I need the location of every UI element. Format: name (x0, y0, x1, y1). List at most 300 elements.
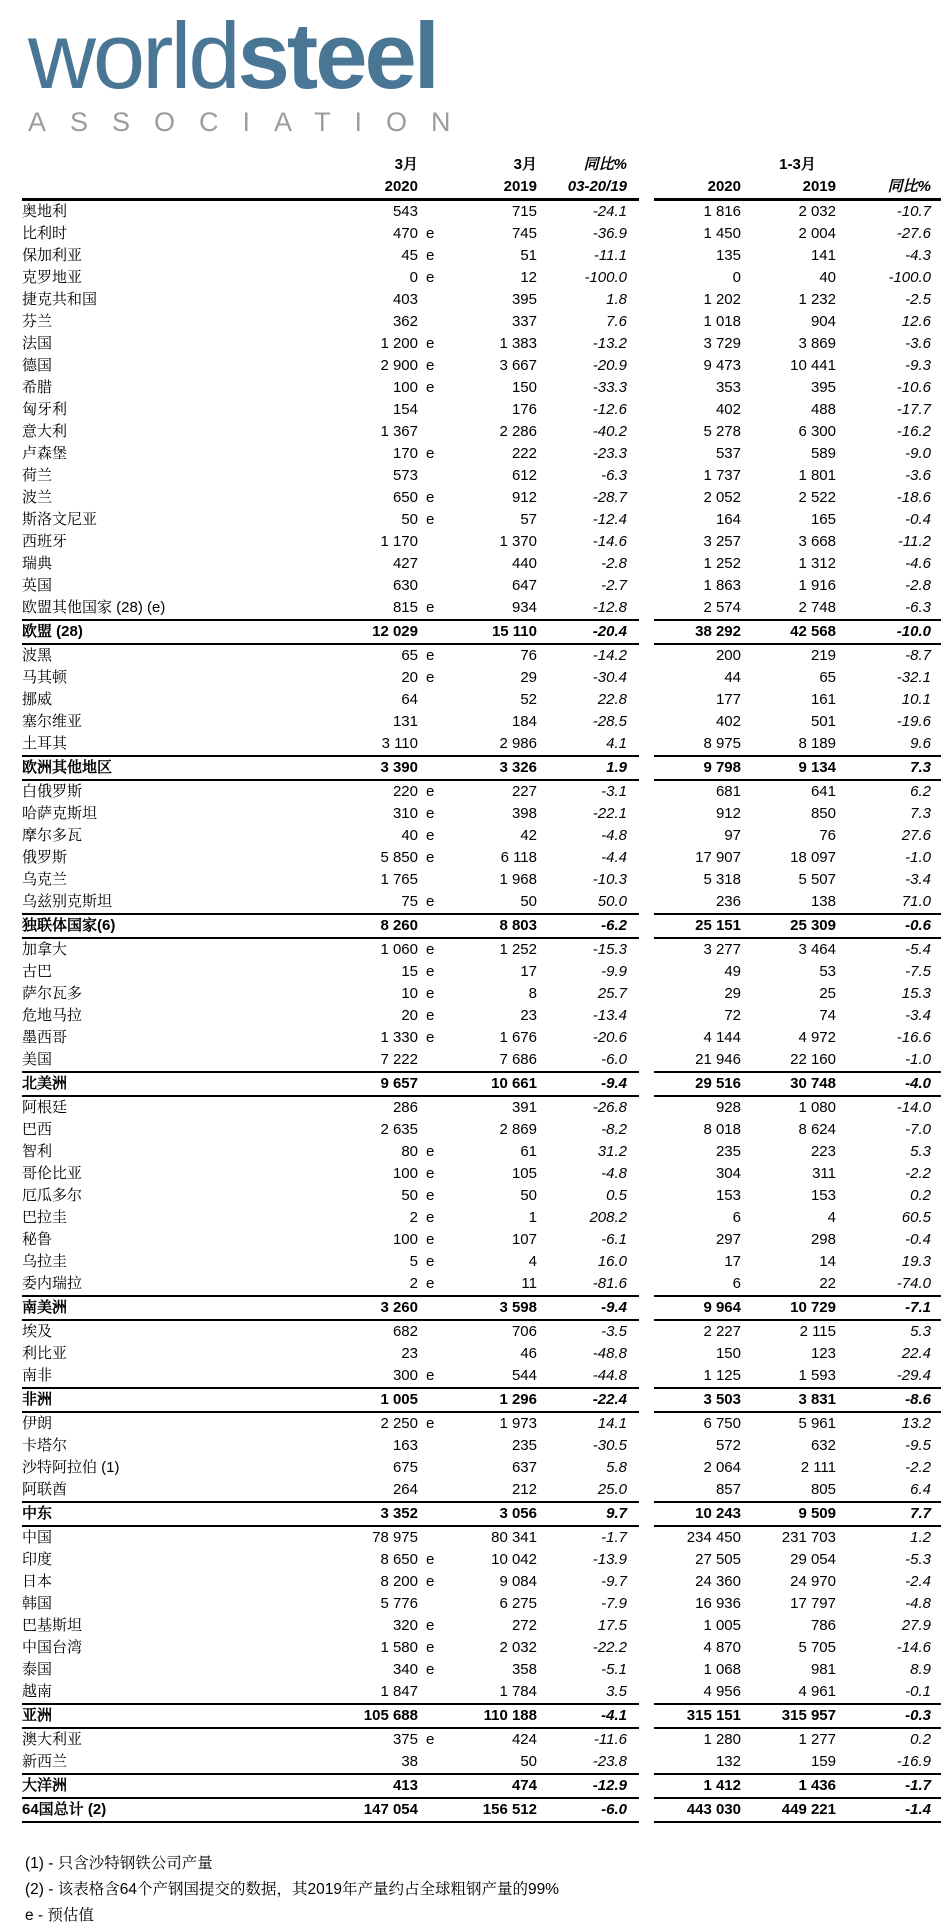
month-2020-cell: 100 (392, 1231, 418, 1249)
month-2019-cell: 637 (511, 1459, 537, 1477)
gap-cell (639, 1549, 654, 1571)
month-2019-cell: 29 (520, 669, 537, 687)
month-2020-cell: 75 (401, 893, 418, 911)
estimate-flag-cell: e (426, 1275, 435, 1293)
ytd-2020-cell: 135 (715, 247, 741, 265)
month-2020-cell: 5 (409, 1253, 418, 1271)
month-yoy-cell: -4.4 (601, 849, 627, 867)
country-cell: 伊朗 (22, 1415, 53, 1433)
country-row (22, 1681, 941, 1704)
month-2020-cell: 220 (392, 783, 418, 801)
country-cell: 西班牙 (22, 533, 68, 551)
month-2019-cell: 76 (520, 647, 537, 665)
month-2020-cell: 78 975 (372, 1529, 418, 1547)
month-2020-cell: 1 060 (380, 941, 418, 959)
estimate-flag-cell: e (426, 1187, 435, 1205)
ytd-yoy-cell: 0.2 (910, 1731, 931, 1749)
estimate-flag-cell (418, 575, 444, 597)
month-yoy-cell: -30.5 (592, 1437, 627, 1455)
country-row (22, 780, 941, 803)
month-yoy-cell: -14.6 (592, 533, 627, 551)
month-yoy-cell: 17.5 (597, 1617, 627, 1635)
month-2020-cell: 2 635 (380, 1121, 418, 1139)
country-row (22, 1163, 941, 1185)
ytd-2019-cell: 219 (810, 647, 836, 665)
month-yoy-cell: -3.1 (601, 783, 627, 801)
ytd-2020-cell: 150 (715, 1345, 741, 1363)
month-yoy-cell: -9.4 (537, 1296, 639, 1320)
month-2019-cell: 3 326 (444, 756, 537, 780)
ytd-2019-cell: 10 441 (790, 357, 836, 375)
month-2019-cell: 715 (511, 203, 537, 221)
ytd-yoy-cell: -14.0 (896, 1099, 931, 1117)
estimate-flag-cell: e (426, 1551, 435, 1569)
month-2019-cell: 176 (511, 401, 537, 419)
estimate-flag-cell: e (426, 379, 435, 397)
estimate-flag-cell (418, 399, 444, 421)
country-cell: 巴拉圭 (22, 1209, 68, 1227)
gap-cell (639, 914, 654, 938)
country-row (22, 575, 941, 597)
country-row (22, 509, 941, 531)
ytd-yoy-cell: -9.3 (905, 357, 931, 375)
month-2020-cell: 3 110 (381, 735, 418, 753)
gap-cell (639, 1681, 654, 1704)
country-row (22, 1659, 941, 1681)
month-2019-cell: 440 (511, 555, 537, 573)
ytd-2020-cell: 97 (724, 827, 741, 845)
country-row (22, 223, 941, 245)
ytd-2019-cell: 632 (810, 1437, 836, 1455)
country-row (22, 1365, 941, 1388)
month-yoy-cell: -22.2 (592, 1639, 627, 1657)
ytd-2019-cell: 29 054 (790, 1551, 836, 1569)
gap-cell (639, 803, 654, 825)
logo-steel-text: steel (237, 3, 437, 108)
country-cell: 乌克兰 (22, 871, 68, 889)
country-cell: 64国总计 (2) (22, 1798, 272, 1822)
header-e-blank (418, 154, 444, 176)
month-2019-cell: 398 (511, 805, 537, 823)
gap-cell (639, 1412, 654, 1435)
country-cell: 英国 (22, 577, 53, 595)
estimate-flag-cell (418, 711, 444, 733)
month-2019-cell: 272 (511, 1617, 537, 1635)
ytd-2019-cell: 74 (819, 1007, 836, 1025)
country-cell: 印度 (22, 1551, 53, 1569)
month-2020-cell: 630 (392, 577, 418, 595)
header-country-blank (22, 154, 272, 176)
month-2020-cell: 682 (392, 1323, 418, 1341)
country-cell: 亚洲 (22, 1704, 272, 1728)
month-yoy-cell: -11.1 (593, 247, 627, 265)
country-cell: 新西兰 (22, 1753, 68, 1771)
country-row (22, 1229, 941, 1251)
month-yoy-cell: -12.8 (592, 599, 627, 617)
ytd-2020-cell: 38 292 (654, 620, 741, 644)
month-2020-cell: 427 (392, 555, 418, 573)
month-yoy-cell: -6.3 (601, 467, 627, 485)
ytd-2020-cell: 315 151 (654, 1704, 741, 1728)
country-row (22, 1751, 941, 1774)
ytd-2019-cell: 25 (819, 985, 836, 1003)
month-2020-cell: 8 650 (380, 1551, 418, 1569)
total-row (22, 1502, 941, 1526)
gap-cell (639, 756, 654, 780)
country-row (22, 1320, 941, 1343)
ytd-2020-cell: 235 (715, 1143, 741, 1161)
estimate-flag-cell: e (426, 1661, 435, 1679)
country-cell: 非洲 (22, 1388, 272, 1412)
estimate-flag-cell: e (426, 511, 435, 529)
month-2019-cell: 9 084 (499, 1573, 537, 1591)
country-cell: 独联体国家(6) (22, 914, 272, 938)
gap-cell (639, 1637, 654, 1659)
country-row (22, 1549, 941, 1571)
gap-cell (639, 1320, 654, 1343)
ytd-2019-cell: 589 (810, 445, 836, 463)
ytd-yoy-cell: -29.4 (896, 1367, 931, 1385)
month-yoy-cell: -4.8 (601, 827, 627, 845)
country-row (22, 1479, 941, 1502)
ytd-2020-cell: 132 (715, 1753, 741, 1771)
country-cell: 利比亚 (22, 1345, 68, 1363)
header-month2-year: 2019 (444, 176, 537, 200)
ytd-2019-cell: 981 (810, 1661, 836, 1679)
month-2019-cell: 4 (528, 1253, 537, 1271)
estimate-flag-cell (418, 531, 444, 553)
month-2019-cell: 80 341 (491, 1529, 537, 1547)
estimate-flag-cell (418, 1479, 444, 1502)
ytd-2019-cell: 2 115 (799, 1323, 836, 1341)
ytd-yoy-cell: 27.6 (901, 827, 931, 845)
ytd-2020-cell: 3 277 (703, 941, 741, 959)
month-yoy-cell: -20.9 (592, 357, 627, 375)
estimate-flag-cell: e (426, 1573, 435, 1591)
header-ytd-yoy: 同比% (836, 176, 941, 200)
header-ytd-2019: 2019 (741, 176, 836, 200)
month-yoy-cell: -2.8 (601, 555, 627, 573)
gap-cell (639, 620, 654, 644)
estimate-flag-cell: e (426, 647, 435, 665)
estimate-flag-cell: e (426, 1415, 435, 1433)
month-yoy-cell: -28.7 (592, 489, 627, 507)
ytd-2019-cell: 9 134 (741, 756, 836, 780)
ytd-yoy-cell: -74.0 (896, 1275, 931, 1293)
gap-cell (639, 1479, 654, 1502)
ytd-2019-cell: 30 748 (741, 1072, 836, 1096)
gap-cell (639, 869, 654, 891)
month-2020-cell: 3 352 (272, 1502, 418, 1526)
crude-steel-production-table (22, 154, 941, 1823)
country-row (22, 1207, 941, 1229)
month-2020-cell: 170 (392, 445, 418, 463)
country-cell: 大洋洲 (22, 1774, 272, 1798)
ytd-2019-cell: 22 (819, 1275, 836, 1293)
month-yoy-cell: -12.6 (592, 401, 627, 419)
month-2020-cell: 12 029 (272, 620, 418, 644)
header-month1-year: 2020 (272, 176, 418, 200)
estimate-flag-cell: e (426, 1639, 435, 1657)
month-yoy-cell: 1.8 (606, 291, 627, 309)
ytd-yoy-cell: -10.6 (896, 379, 931, 397)
month-yoy-cell: 1.9 (537, 756, 639, 780)
estimate-flag-cell: e (426, 669, 435, 687)
country-cell: 希腊 (22, 379, 53, 397)
month-yoy-cell: -36.9 (592, 225, 627, 243)
ytd-2019-cell: 4 (827, 1209, 836, 1227)
gap-cell (639, 1388, 654, 1412)
estimate-flag-cell: e (426, 1731, 435, 1749)
month-2020-cell: 5 776 (380, 1595, 418, 1613)
country-cell: 欧盟 (28) (22, 620, 272, 644)
ytd-2019-cell: 223 (810, 1143, 836, 1161)
month-yoy-cell: 16.0 (597, 1253, 627, 1271)
gap-cell (639, 1798, 654, 1822)
ytd-2020-cell: 1 816 (703, 203, 741, 221)
month-2019-cell: 6 118 (500, 849, 537, 867)
month-2019-cell: 1 383 (499, 335, 537, 353)
ytd-2019-cell: 501 (810, 713, 836, 731)
estimate-flag-cell (418, 1072, 444, 1096)
country-row (22, 355, 941, 377)
gap-cell (639, 311, 654, 333)
country-cell: 保加利亚 (22, 247, 83, 265)
country-row (22, 200, 941, 224)
month-2020-cell: 1 580 (380, 1639, 418, 1657)
month-2020-cell: 2 (409, 1209, 418, 1227)
month-2019-cell: 1 252 (499, 941, 537, 959)
ytd-2019-cell: 22 160 (790, 1051, 836, 1069)
gap-cell (639, 1502, 654, 1526)
month-2020-cell: 8 200 (380, 1573, 418, 1591)
ytd-2020-cell: 3 503 (654, 1388, 741, 1412)
ytd-2019-cell: 161 (810, 691, 836, 709)
estimate-flag-cell (418, 1049, 444, 1072)
ytd-2020-cell: 1 125 (703, 1367, 741, 1385)
ytd-2020-cell: 8 975 (703, 735, 741, 753)
gap-cell (639, 1027, 654, 1049)
ytd-2020-cell: 2 052 (703, 489, 741, 507)
country-row (22, 1027, 941, 1049)
estimate-flag-cell (418, 1502, 444, 1526)
ytd-yoy-cell: 1.2 (910, 1529, 931, 1547)
ytd-yoy-cell: 10.1 (901, 691, 931, 709)
ytd-2020-cell: 27 505 (695, 1551, 741, 1569)
estimate-flag-cell: e (426, 335, 435, 353)
country-cell: 克罗地亚 (22, 269, 83, 287)
ytd-2020-cell: 1 202 (703, 291, 741, 309)
estimate-flag-cell: e (426, 849, 435, 867)
country-row (22, 465, 941, 487)
country-cell: 乌拉圭 (22, 1253, 68, 1271)
country-cell: 匈牙利 (22, 401, 68, 419)
ytd-2019-cell: 1 593 (798, 1367, 836, 1385)
country-row (22, 1457, 941, 1479)
month-2020-cell: 1 765 (380, 871, 418, 889)
ytd-2020-cell: 4 956 (703, 1683, 741, 1701)
gap-cell (639, 1704, 654, 1728)
ytd-2019-cell: 3 831 (741, 1388, 836, 1412)
month-2019-cell: 46 (520, 1345, 537, 1363)
ytd-2020-cell: 443 030 (654, 1798, 741, 1822)
country-row (22, 869, 941, 891)
ytd-yoy-cell: -0.6 (836, 914, 941, 938)
month-yoy-cell: 7.6 (606, 313, 627, 331)
estimate-flag-cell (418, 311, 444, 333)
month-yoy-cell: -33.3 (592, 379, 627, 397)
header-ytd-label: 1-3月 (779, 156, 816, 174)
ytd-2020-cell: 4 144 (703, 1029, 741, 1047)
month-2020-cell: 675 (392, 1459, 418, 1477)
gap-cell (639, 421, 654, 443)
estimate-flag-cell: e (426, 941, 435, 959)
ytd-yoy-cell: -16.6 (896, 1029, 931, 1047)
ytd-2019-cell: 25 309 (741, 914, 836, 938)
month-2019-cell: 51 (520, 247, 537, 265)
gap-cell (639, 1435, 654, 1457)
ytd-yoy-cell: -3.4 (905, 1007, 931, 1025)
country-cell: 南美洲 (22, 1296, 272, 1320)
ytd-2019-cell: 123 (810, 1345, 836, 1363)
ytd-2019-cell: 153 (810, 1187, 836, 1205)
footnote-e: e - 预估值 (25, 1907, 94, 1925)
ytd-yoy-cell: -11.2 (897, 533, 931, 551)
estimate-flag-cell: e (426, 827, 435, 845)
month-2019-cell: 12 (520, 269, 537, 287)
ytd-2020-cell: 0 (732, 269, 741, 287)
month-yoy-cell: -44.8 (592, 1367, 627, 1385)
country-cell: 美国 (22, 1051, 53, 1069)
country-cell: 土耳其 (22, 735, 68, 753)
table-header (22, 154, 941, 200)
month-yoy-cell: -7.9 (601, 1595, 627, 1613)
ytd-2020-cell: 3 257 (703, 533, 741, 551)
ytd-2019-cell: 904 (810, 313, 836, 331)
country-cell: 日本 (22, 1573, 53, 1591)
header-country-blank-2 (22, 176, 272, 200)
month-2019-cell: 107 (511, 1231, 537, 1249)
ytd-yoy-cell: -8.6 (836, 1388, 941, 1412)
month-2020-cell: 64 (401, 691, 418, 709)
month-2019-cell: 222 (511, 445, 537, 463)
month-yoy-cell: -13.2 (592, 335, 627, 353)
ytd-yoy-cell: -2.5 (905, 291, 931, 309)
ytd-yoy-cell: -100.0 (888, 269, 931, 287)
estimate-flag-cell (418, 465, 444, 487)
month-2020-cell: 40 (401, 827, 418, 845)
ytd-2020-cell: 236 (715, 893, 741, 911)
ytd-2020-cell: 1 280 (703, 1731, 741, 1749)
country-cell: 加拿大 (22, 941, 68, 959)
country-row (22, 938, 941, 961)
footnote-1: (1) - 只含沙特钢铁公司产量 (25, 1855, 213, 1873)
country-row (22, 803, 941, 825)
ytd-2020-cell: 9 964 (654, 1296, 741, 1320)
gap-cell (639, 1457, 654, 1479)
ytd-yoy-cell: -2.2 (905, 1459, 931, 1477)
month-2020-cell: 3 390 (272, 756, 418, 780)
country-row (22, 961, 941, 983)
month-yoy-cell: -11.6 (593, 1731, 627, 1749)
estimate-flag-cell (418, 553, 444, 575)
month-2020-cell: 1 170 (380, 533, 418, 551)
country-cell: 哈萨克斯坦 (22, 805, 98, 823)
ytd-2020-cell: 572 (715, 1437, 741, 1455)
estimate-flag-cell (418, 1526, 444, 1549)
country-row (22, 1049, 941, 1072)
month-2020-cell: 154 (392, 401, 418, 419)
ytd-2019-cell: 3 464 (798, 941, 836, 959)
ytd-2019-cell: 2 522 (798, 489, 836, 507)
ytd-2019-cell: 1 436 (741, 1774, 836, 1798)
ytd-yoy-cell: -2.8 (905, 577, 931, 595)
country-row (22, 667, 941, 689)
ytd-2020-cell: 5 278 (703, 423, 741, 441)
estimate-flag-cell: e (426, 1253, 435, 1271)
estimate-flag-cell: e (426, 357, 435, 375)
gap-cell (639, 983, 654, 1005)
ytd-2019-cell: 311 (812, 1165, 836, 1183)
estimate-flag-cell (418, 1435, 444, 1457)
gap-cell (639, 223, 654, 245)
estimate-flag-cell: e (426, 225, 435, 243)
country-cell: 马其顿 (22, 669, 68, 687)
estimate-flag-cell (418, 1774, 444, 1798)
month-2019-cell: 391 (511, 1099, 537, 1117)
gap-cell (639, 961, 654, 983)
gap-cell (639, 1096, 654, 1119)
country-row (22, 1119, 941, 1141)
country-row (22, 1637, 941, 1659)
ytd-2019-cell: 165 (810, 511, 836, 529)
country-cell: 巴基斯坦 (22, 1617, 83, 1635)
ytd-2020-cell: 402 (715, 713, 741, 731)
country-cell: 欧洲其他地区 (22, 756, 272, 780)
gap-cell (639, 487, 654, 509)
month-2019-cell: 50 (520, 1187, 537, 1205)
estimate-flag-cell: e (426, 805, 435, 823)
ytd-yoy-cell: 22.4 (901, 1345, 931, 1363)
month-yoy-cell: -9.4 (537, 1072, 639, 1096)
country-row (22, 1185, 941, 1207)
ytd-yoy-cell: -0.4 (905, 511, 931, 529)
ytd-2019-cell: 17 797 (790, 1595, 836, 1613)
ytd-yoy-cell: -7.5 (905, 963, 931, 981)
estimate-flag-cell (418, 200, 444, 224)
ytd-2020-cell: 17 907 (695, 849, 741, 867)
month-2020-cell: 1 005 (272, 1388, 418, 1412)
ytd-2020-cell: 10 243 (654, 1502, 741, 1526)
gap-cell (639, 1273, 654, 1296)
month-2020-cell: 362 (392, 313, 418, 331)
month-2019-cell: 61 (520, 1143, 537, 1161)
month-2019-cell: 612 (511, 467, 537, 485)
gap-cell (639, 1728, 654, 1751)
country-cell: 卡塔尔 (22, 1437, 68, 1455)
ytd-yoy-cell: -5.4 (905, 941, 931, 959)
country-cell: 中国 (22, 1529, 53, 1547)
country-cell: 巴西 (22, 1121, 53, 1139)
month-2020-cell: 20 (401, 669, 418, 687)
gap-cell (639, 847, 654, 869)
gap-cell (639, 245, 654, 267)
estimate-flag-cell: e (426, 445, 435, 463)
month-2020-cell: 2 900 (380, 357, 418, 375)
month-2019-cell: 23 (520, 1007, 537, 1025)
ytd-2020-cell: 6 (732, 1275, 741, 1293)
ytd-yoy-cell: -10.7 (896, 203, 931, 221)
